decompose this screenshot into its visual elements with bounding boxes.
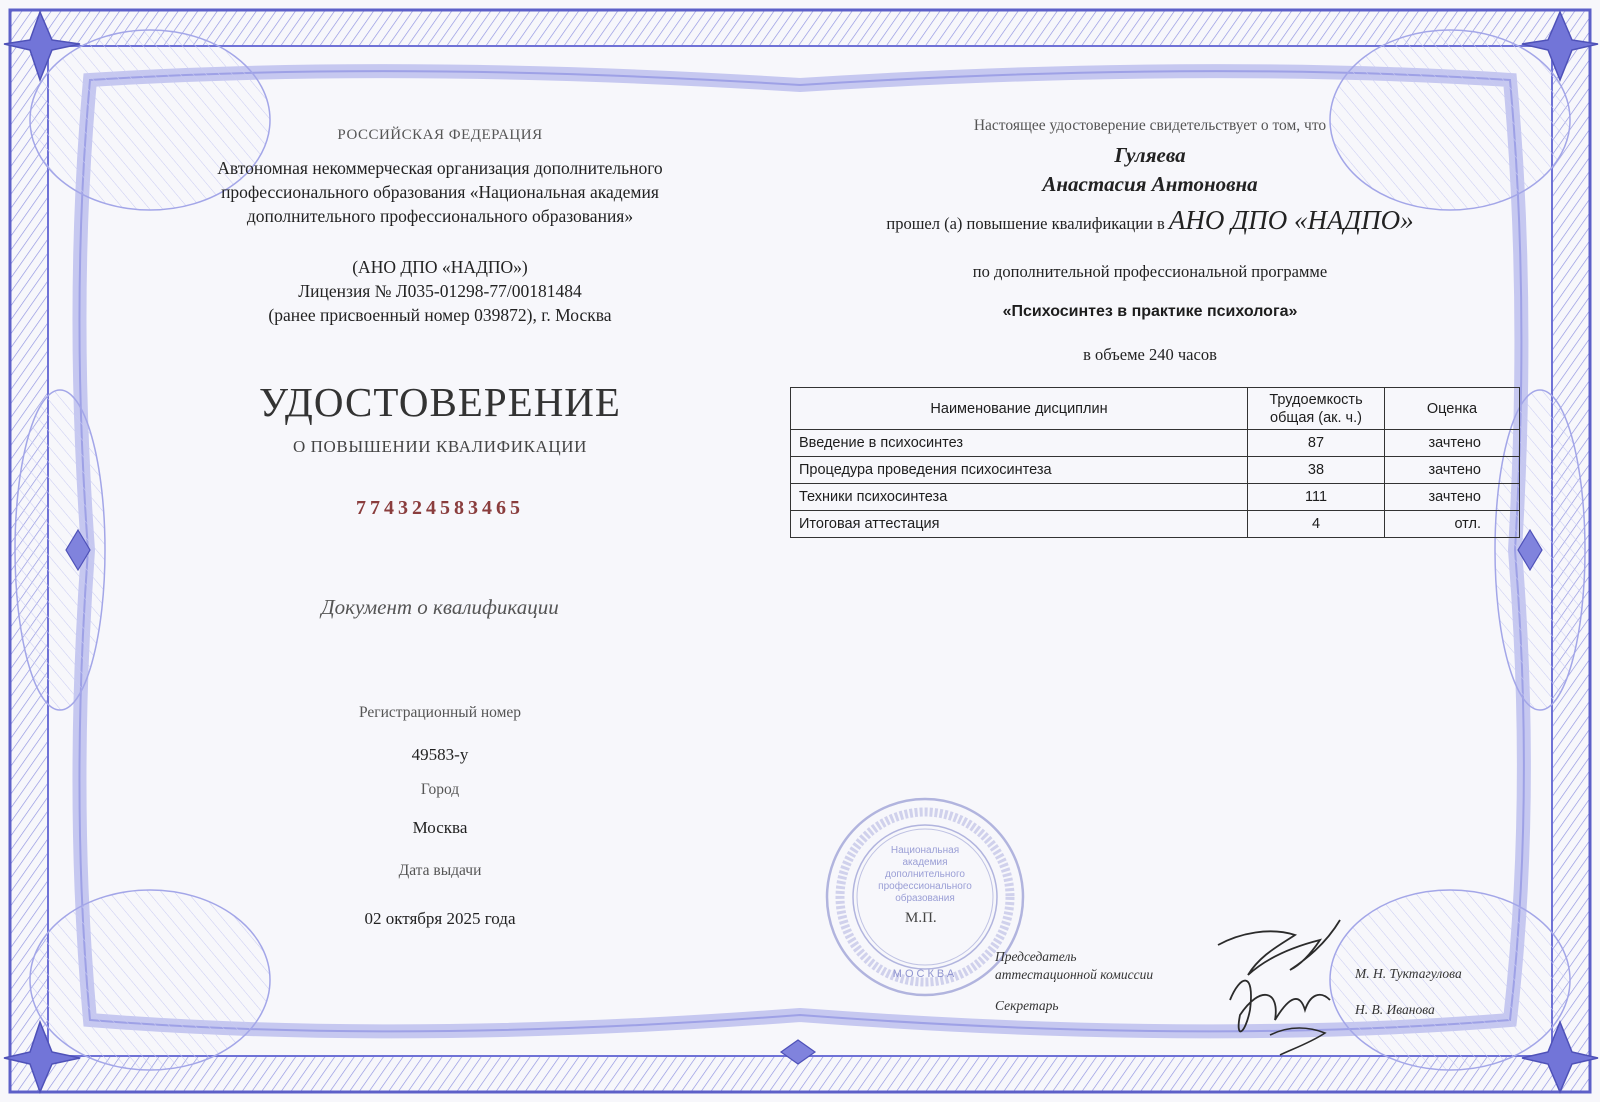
seal-city: МОСКВА xyxy=(892,968,958,980)
table-row xyxy=(791,457,1520,484)
secretary-role: Секретарь xyxy=(995,998,1059,1013)
organization-details xyxy=(140,255,740,327)
country-name: РОССИЙСКАЯ ФЕДЕРАЦИЯ xyxy=(337,127,543,143)
discipline-name: Введение в психосинтез xyxy=(791,430,1248,457)
discipline-grade: зачтено xyxy=(1385,430,1520,457)
city-label: Город xyxy=(420,781,460,798)
license-number: Лицензия № Л035-01298-77/00181484 xyxy=(298,281,582,301)
chair-role-line-1: Председатель xyxy=(995,949,1077,964)
secretary-name: Н. В. Иванова xyxy=(1355,1002,1435,1017)
city-value: Москва xyxy=(412,818,468,837)
chair-role-line-2: аттестационной комиссии xyxy=(995,967,1154,982)
table-header-row xyxy=(791,388,1520,430)
header-hours: Трудоемкость общая (ак. ч.) xyxy=(1248,388,1385,430)
license-previous: (ранее присвоенный номер 039872), г. Москва xyxy=(268,305,612,325)
org-line-3: дополнительного профессионального образования» xyxy=(246,206,634,226)
discipline-name: Техники психосинтеза xyxy=(791,484,1248,511)
org-abbreviation: (АНО ДПО «НАДПО») xyxy=(352,257,528,277)
header-discipline: Наименование дисциплин xyxy=(791,388,1248,430)
chair-role xyxy=(995,948,1153,984)
header-grade: Оценка xyxy=(1385,388,1520,430)
organization-full-name xyxy=(140,156,740,228)
discipline-grade: зачтено xyxy=(1385,484,1520,511)
discipline-grade: отл. xyxy=(1385,511,1520,538)
training-statement xyxy=(790,205,1510,236)
discipline-hours: 111 xyxy=(1248,484,1385,511)
table-row xyxy=(791,484,1520,511)
table-row xyxy=(791,511,1520,538)
document-subtitle: О ПОВЫШЕНИИ КВАЛИФИКАЦИИ xyxy=(292,437,588,456)
training-organization: АНО ДПО «НАДПО» xyxy=(1168,205,1414,235)
discipline-hours: 4 xyxy=(1248,511,1385,538)
discipline-grade: зачтено xyxy=(1385,457,1520,484)
program-label: по дополнительной профессиональной программе xyxy=(972,262,1328,281)
disciplines-table xyxy=(790,387,1520,538)
holder-given-names: Анастасия Антоновна xyxy=(1042,172,1258,196)
discipline-name: Итоговая аттестация xyxy=(791,511,1248,538)
serial-number: 774324583465 xyxy=(356,497,524,519)
org-line-1: Автономная некоммерческая организация дополнительного xyxy=(217,158,663,178)
table-row xyxy=(791,430,1520,457)
training-prefix: прошел (а) повышение квалификации в xyxy=(886,214,1165,233)
program-volume: в объеме 240 часов xyxy=(1083,345,1217,364)
document-title: УДОСТОВЕРЕНИЕ xyxy=(259,379,621,425)
handwritten-signatures xyxy=(1200,915,1350,1060)
chair-name: М. Н. Туктагулова xyxy=(1355,966,1462,981)
program-name: «Психосинтез в практике психолога» xyxy=(1002,303,1298,320)
discipline-name: Процедура проведения психосинтеза xyxy=(791,457,1248,484)
document-type: Документ о квалификации xyxy=(321,595,559,619)
issue-date: 02 октября 2025 года xyxy=(364,909,516,928)
holder-surname: Гуляева xyxy=(1114,143,1186,167)
issue-date-label: Дата выдачи xyxy=(398,862,482,879)
stamp-place-label: М.П. xyxy=(905,910,937,926)
org-line-2: профессионального образования «Национальная академия xyxy=(221,182,659,202)
discipline-hours: 87 xyxy=(1248,430,1385,457)
discipline-hours: 38 xyxy=(1248,457,1385,484)
seal-text: Национальная академия дополнительного профессионального образования xyxy=(878,845,972,904)
attestation-text: Настоящее удостоверение свидетельствует о том, что xyxy=(973,117,1327,134)
registration-label: Регистрационный номер xyxy=(358,704,522,721)
registration-number: 49583-у xyxy=(411,745,469,764)
